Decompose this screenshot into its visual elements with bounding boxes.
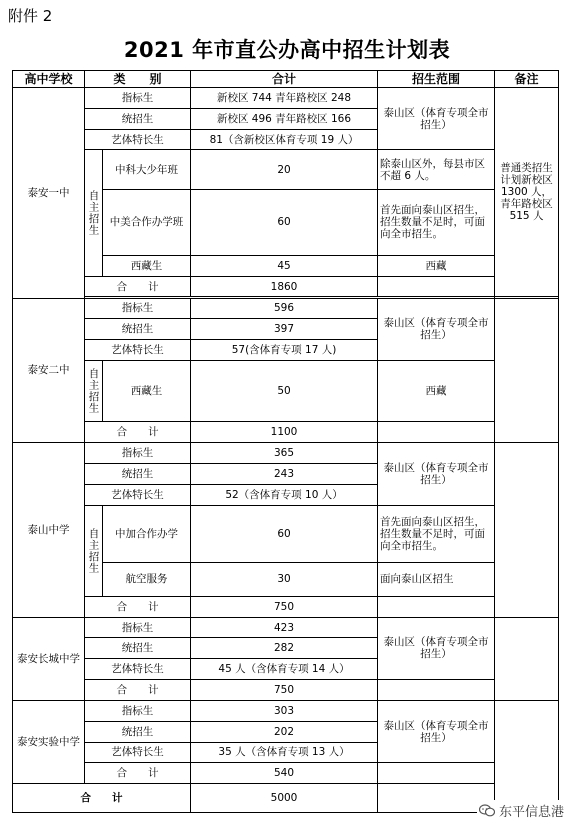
category-label: 中美合作办学班 [103, 189, 191, 255]
table-row [13, 443, 559, 464]
quota-value: 423 [191, 617, 378, 638]
quota-value: 282 [191, 638, 378, 659]
self-admission-label: 自主招生 [85, 361, 103, 422]
quota-value: 30 [191, 562, 378, 596]
category-label: 中加合作办学 [103, 505, 191, 562]
subtotal-label: 合 计 [85, 596, 191, 617]
category-label: 统招生 [85, 108, 191, 129]
self-admission-label: 自主招生 [85, 150, 103, 276]
category-label: 指标生 [85, 700, 191, 721]
category-label: 西藏生 [103, 255, 191, 276]
quota-value: 45 人（含体育专项 14 人） [191, 659, 378, 680]
enrollment-scope: 西藏 [378, 255, 495, 276]
header-total: 合计 [191, 71, 378, 88]
school-name: 泰安实验中学 [13, 700, 85, 783]
page-title: 2021 年市直公办高中招生计划表 [123, 38, 451, 62]
table-row [13, 361, 559, 422]
quota-value: 新校区 496 青年路校区 166 [191, 108, 378, 129]
subtotal-row [13, 596, 559, 617]
subtotal-value: 1100 [191, 422, 378, 443]
enrollment-scope: 首先面向泰山区招生，招生数量不足时，可面向全市招生。 [378, 505, 495, 562]
enrollment-scope: 泰山区（体育专项全市招生） [378, 700, 495, 762]
quota-value: 60 [191, 189, 378, 255]
quota-value: 397 [191, 319, 378, 340]
subtotal-label: 合 计 [85, 422, 191, 443]
watermark [477, 800, 566, 821]
remark-empty [495, 617, 559, 700]
subtotal-row [13, 680, 559, 701]
quota-value: 20 [191, 150, 378, 189]
subtotal-row [13, 276, 559, 297]
quota-value: 243 [191, 464, 378, 485]
category-label: 艺体特长生 [85, 340, 191, 361]
subtotal-label: 合 计 [85, 763, 191, 784]
category-label: 艺体特长生 [85, 484, 191, 505]
enrollment-scope: 泰山区（体育专项全市招生） [378, 298, 495, 360]
category-label: 统招生 [85, 319, 191, 340]
quota-value: 52（含体育专项 10 人） [191, 484, 378, 505]
category-label: 统招生 [85, 721, 191, 742]
table-row [13, 298, 559, 319]
quota-value: 81（含新校区体育专项 19 人） [191, 129, 378, 150]
header-school: 高中学校 [13, 71, 85, 88]
quota-value: 202 [191, 721, 378, 742]
category-label: 艺体特长生 [85, 129, 191, 150]
remark-empty [495, 700, 559, 812]
quota-value: 50 [191, 361, 378, 422]
enrollment-scope: 泰山区（体育专项全市招生） [378, 88, 495, 150]
enrollment-scope: 泰山区（体育专项全市招生） [378, 617, 495, 679]
subtotal-row [13, 422, 559, 443]
subtotal-label: 合 计 [85, 276, 191, 297]
enrollment-scope: 西藏 [378, 361, 495, 422]
enrollment-scope: 面向泰山区招生 [378, 562, 495, 596]
quota-value: 596 [191, 298, 378, 319]
chat-bubbles-icon [479, 804, 495, 817]
category-label: 指标生 [85, 298, 191, 319]
enrollment-scope: 泰山区（体育专项全市招生） [378, 443, 495, 505]
category-label: 艺体特长生 [85, 659, 191, 680]
subtotal-value: 1860 [191, 276, 378, 297]
grand-total-label: 合 计 [13, 784, 191, 813]
school-name: 泰安长城中学 [13, 617, 85, 700]
category-label: 指标生 [85, 88, 191, 109]
remark-empty [495, 443, 559, 617]
subtotal-row [13, 763, 559, 784]
enrollment-scope-empty [378, 422, 495, 443]
header-row [13, 71, 559, 88]
category-label: 指标生 [85, 617, 191, 638]
remark-empty [495, 298, 559, 443]
table-row [13, 700, 559, 721]
table-row [13, 505, 559, 562]
quota-value: 57(含体育专项 17 人) [191, 340, 378, 361]
remark-text: 普通类招生计划新校区1300 人，青年路校区 515 人 [495, 88, 559, 297]
grand-total-value: 5000 [191, 784, 378, 813]
quota-value: 35 人（含体育专项 13 人） [191, 742, 378, 763]
enrollment-scope-empty [378, 596, 495, 617]
quota-value: 新校区 744 青年路校区 248 [191, 88, 378, 109]
category-label: 西藏生 [103, 361, 191, 422]
table-row [13, 617, 559, 638]
quota-value: 303 [191, 700, 378, 721]
enrollment-scope-empty [378, 763, 495, 784]
category-label: 航空服务 [103, 562, 191, 596]
category-label: 统招生 [85, 464, 191, 485]
category-label: 指标生 [85, 443, 191, 464]
enrollment-plan-table [12, 70, 559, 813]
enrollment-scope-empty [378, 276, 495, 297]
school-name: 泰山中学 [13, 443, 85, 617]
school-name: 泰安一中 [13, 88, 85, 299]
header-category: 类 别 [85, 71, 191, 88]
enrollment-scope: 首先面向泰山区招生，招生数量不足时，可面向全市招生。 [378, 189, 495, 255]
header-remark: 备注 [495, 71, 559, 88]
subtotal-label: 合 计 [85, 680, 191, 701]
enrollment-scope-empty [378, 680, 495, 701]
quota-value: 365 [191, 443, 378, 464]
enrollment-scope: 除泰山区外，每县市区不超 6 人。 [378, 150, 495, 189]
quota-value: 45 [191, 255, 378, 276]
subtotal-value: 750 [191, 596, 378, 617]
subtotal-value: 750 [191, 680, 378, 701]
table-row [13, 88, 559, 109]
category-label: 艺体特长生 [85, 742, 191, 763]
quota-value: 60 [191, 505, 378, 562]
header-scope: 招生范围 [378, 71, 495, 88]
table-row [13, 150, 559, 189]
school-name: 泰安二中 [13, 298, 85, 443]
category-label: 统招生 [85, 638, 191, 659]
attachment-label: 附件 2 [8, 7, 53, 25]
subtotal-value: 540 [191, 763, 378, 784]
self-admission-label: 自主招生 [85, 505, 103, 596]
watermark-text: 东平信息港 [498, 805, 564, 820]
category-label: 中科大少年班 [103, 150, 191, 189]
